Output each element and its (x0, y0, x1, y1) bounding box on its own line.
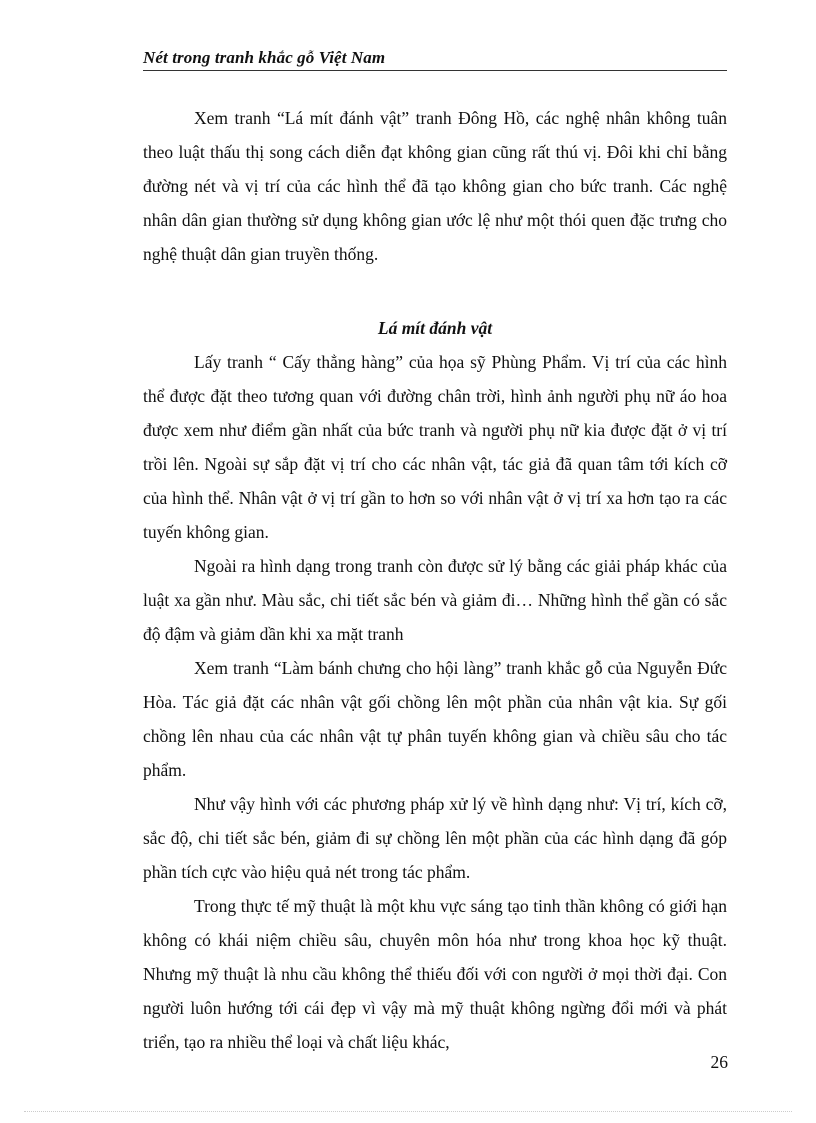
running-header (143, 48, 727, 71)
running-header-title: Nét trong tranh khắc gỗ Việt Nam (143, 48, 386, 67)
paragraph: Xem tranh “Làm bánh chưng cho hội làng” tranh khắc gỗ của Nguyễn Đức Hòa. Tác giả đặt các nhân vật gối chồng lên một phần của nhân vật kia. Sự gối chồng lên nhau của các nhân vật tự phân tuyến không gian và chiều sâu cho tác phẩm. (143, 658, 727, 780)
paragraph-intro: Xem tranh “Lá mít đánh vật” tranh Đông Hồ, các nghệ nhân không tuân theo luật thấu thị song cách diễn đạt không gian cũng rất thú vị. Đôi khi chỉ bằng đường nét và vị trí của các hình thể đã tạo không gian cho bức tranh. Các nghệ nhân dân gian thường sử dụng không gian ước lệ như một thói quen đặc trưng cho nghệ thuật dân gian truyền thống. (143, 108, 727, 264)
paragraph: Ngoài ra hình dạng trong tranh còn được sử lý bằng các giải pháp khác của luật xa gần như. Màu sắc, chi tiết sắc bén và giảm đi… Những hình thể gần có sắc độ đậm và giảm dần khi xa mặt tranh (143, 556, 727, 644)
figure-caption: Lá mít đánh vật (377, 318, 493, 338)
bottom-divider (24, 1111, 792, 1112)
page-number: 26 (710, 1052, 728, 1072)
paragraph: Lấy tranh “ Cấy thẳng hàng” của họa sỹ Phùng Phẩm. Vị trí của các hình thể được đặt theo tương quan với đường chân trời, hình ảnh người phụ nữ áo hoa được xem như điểm gần nhất của bức tranh và người phụ nữ kia được đặt ở vị trí trồi lên. Ngoài sự sắp đặt vị trí cho các nhân vật, tác giả đã quan tâm tới kích cỡ của hình thể. Nhân vật ở vị trí gần to hơn so với nhân vật ở vị trí xa hơn tạo ra các tuyến không gian. (143, 352, 727, 542)
paragraph: Như vậy hình với các phương pháp xử lý về hình dạng như: Vị trí, kích cỡ, sắc độ, chi tiết sắc bén, giảm đi sự chồng lên một phần của các hình dạng đã góp phần tích cực vào hiệu quả nét trong tác phẩm. (143, 794, 727, 882)
paragraph: Trong thực tế mỹ thuật là một khu vực sáng tạo tinh thần không có giới hạn không có khái niệm chiều sâu, chuyên môn hóa như trong khoa học kỹ thuật. Nhưng mỹ thuật là nhu cầu không thể thiếu đối với con người ở mọi thời đại. Con người luôn hướng tới cái đẹp vì vậy mà mỹ thuật không ngừng đổi mới và phát triển, tạo ra nhiều thể loại và chất liệu khác, (143, 896, 727, 1052)
document-body (143, 101, 727, 1059)
